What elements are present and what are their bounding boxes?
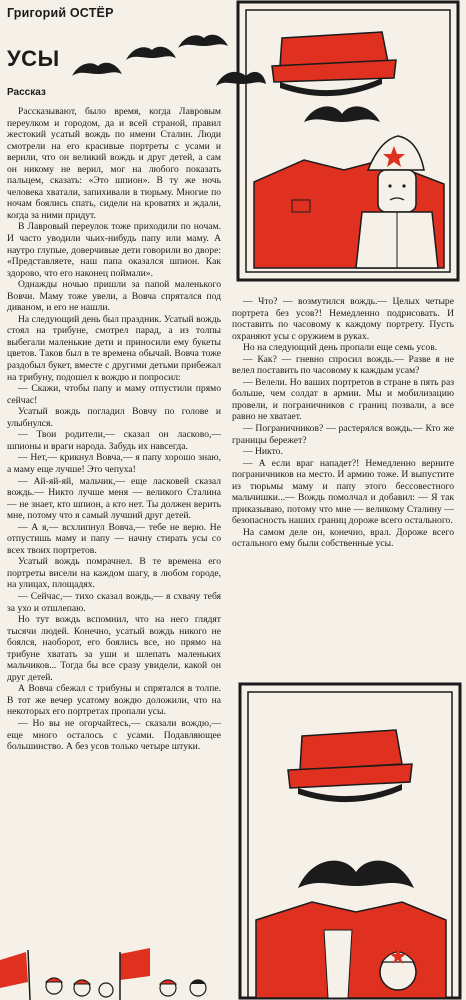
paragraph: — Нет,— крикнул Вовча,— я папу хорошо знаю, а маму еще лучше! Это чепуха! xyxy=(7,452,221,475)
paragraph: В Лавровый переулок тоже приходили по ночам. И часто уводили чьих-нибудь папу или маму. А наутро глупые, доверчивые дети говорили во дворе: «Представляете, наш папа оказался шпион. Как здорово, что его наконец поймали». xyxy=(7,221,221,279)
paragraph: — Сейчас,— тихо сказал вождь,— я схвачу тебя за ухо и отшлепаю. xyxy=(7,590,221,614)
paragraph: Но тут вождь вспомнил, что на него глядят тысячи людей. Конечно, усатый вождь никого не боялся, наоборот, его боялись все, но прямо на трибуне хватать за уши и шлепать маленьких мальчиков... Тогда бы все сразу увидели, какой он друг детей. xyxy=(7,614,221,683)
paragraph: — Скажи, чтобы папу и маму отпустили прямо сейчас! xyxy=(7,383,221,406)
paragraph: Однажды ночью пришли за папой маленького Вовчи. Маму тоже увели, а Вовча спрятался под диваном, и его не нашли. xyxy=(7,279,221,314)
paragraph: Усатый вождь помрачнел. В те времена его портреты висели на каждом шагу, в любом городе, на улицах, площадях. xyxy=(7,556,221,591)
paragraph: На самом деле он, конечно, врал. Дороже всего остального ему были собственные усы. xyxy=(232,526,454,550)
mustache-1-icon xyxy=(72,63,122,76)
flag-icon xyxy=(0,952,28,988)
paragraph: — Никто. xyxy=(243,446,283,458)
genre-label: Рассказ xyxy=(7,87,46,98)
paragraph: — Как? — гневно спросил вождь.— Разве я не велел поставить по часовому к каждым усам? xyxy=(232,353,454,377)
paragraph: — Но вы не огорчайтесь,— сказали вождю,— еще много осталось с усами. Подавляющее большинство. А без усов только четыре штуки. xyxy=(7,717,221,753)
paragraph: — Пограничников? — растерялся вождь.— Кто же границы бережет? xyxy=(232,423,454,446)
paragraph: — Твои родители,— сказал он ласково,— шпионы и враги народа. Забудь их навсегда. xyxy=(7,429,221,452)
paragraph: Рассказывают, было время, когда Лавровым переулком и городом, да и всей страной, правил жестокий усатый вождь по имени Сталин. Люди смотрели на его красивые портреты с усами и верили, что он великий вождь и друг детей, а сам он никому не верил, мог на любого показать пальцем, сказать: «Это шпион». В ту же ночь человека хватали, запихивали в тюрьму. Многие по ночам боялись спать, сидели на кроватях и ждали, когда за ними придут. xyxy=(7,106,221,221)
paragraph: — Что? — возмутился вождь.— Целых четыре портрета без усов?! Немедленно подрисовать. И поставить по часовому к каждому портрету. Пусть охраняют усы с оружием в руках. xyxy=(232,296,454,342)
mustache-2-icon xyxy=(126,47,176,60)
paragraph: — А я,— всхлипнул Вовча,— тебе не верю. Не отпустишь маму и папу — начну стирать усы со всех твоих портретов. xyxy=(7,521,221,556)
bottom-portrait-cap xyxy=(300,730,402,770)
mustache-3-icon xyxy=(178,35,228,48)
portrait-mustache-icon xyxy=(304,106,380,122)
paragraph: — Ай-яй-яй, мальчик,— еще ласковей сказал вождь.— Никто лучше меня — великого Сталина — не знает, кто шпион, а кто нет. Ты должен верить мне, потому что я самый лучший друг детей. xyxy=(7,475,221,522)
author-name: Григорий ОСТЁР xyxy=(7,6,114,20)
bottom-portrait-illustration xyxy=(232,680,464,1000)
paragraph: На следующий день был праздник. Усатый вождь стоял на трибуне, смотрел парад, а из толпы выбегали маленькие дети и приносили ему букеты цветов. Таков был в те времена обычай. Вовча тоже раздобыл букет, вместе с другими детьми прибежал на трибуну, подошел к вождю и попросил: xyxy=(7,313,221,383)
bottom-portrait-mustache-icon xyxy=(298,861,414,888)
paragraph: А Вовча сбежал с трибуны и спрятался в толпе. В тот же вечер усатому вождю доложили, что на некоторых его портретах пропали усы. xyxy=(7,683,221,718)
crowd-illustration xyxy=(0,930,230,1000)
flag-2-icon xyxy=(120,948,150,980)
paragraph: — А если враг нападет?! Немедленно верните пограничников на место. И армию тоже. И выпустите из тюрьмы маму и папу этого бессовестного мальчишки...— Вождь помолчал и добавил: — Я так приказываю, потому что мне — великому Сталину — безопасность наших границ дороже всего остального. xyxy=(232,457,454,527)
paragraph: Усатый вождь погладил Вовчу по голове и улыбнулся. xyxy=(7,406,221,429)
left-text-column xyxy=(7,106,221,753)
top-portrait-illustration xyxy=(232,0,464,290)
right-text-column xyxy=(232,296,454,550)
story-title: УСЫ xyxy=(7,46,60,71)
paragraph: Но на следующий день пропали еще семь усов. xyxy=(243,342,438,354)
paragraph: — Велели. Но ваших портретов в стране в пять раз больше, чем солдат в армии. Мы и мобилизацию провели, и пограничников с границ позвали, а все равно не хватает. xyxy=(232,376,454,423)
